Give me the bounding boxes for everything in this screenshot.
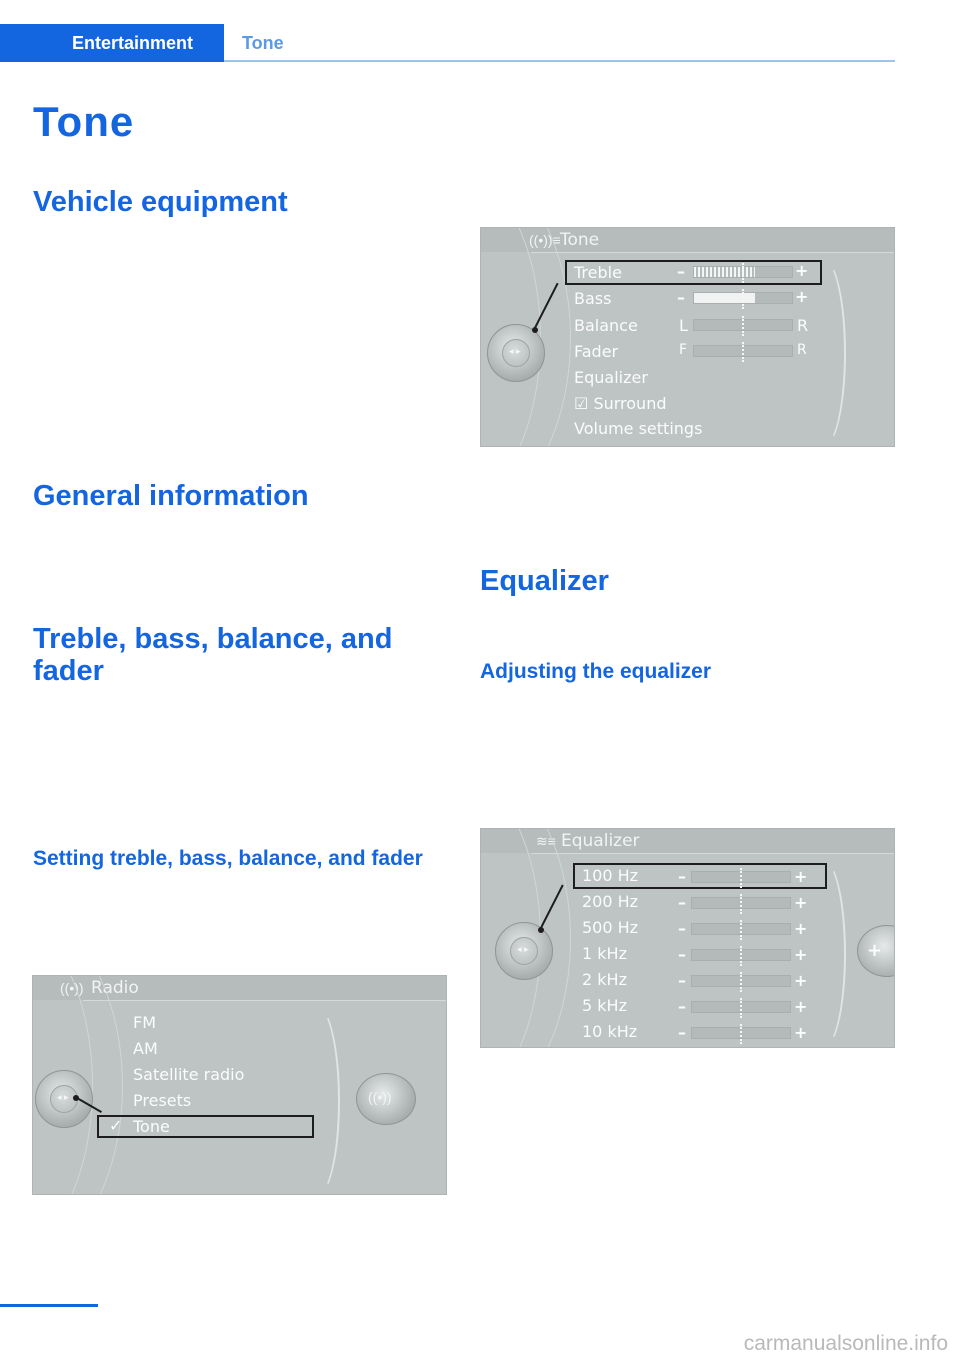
page-header — [0, 24, 895, 62]
antenna-icon: ((•)) — [60, 980, 84, 996]
eq-plus-button[interactable]: + — [794, 867, 808, 886]
tone-row-label[interactable]: Treble — [574, 263, 622, 282]
eq-band-label[interactable]: 200 Hz — [582, 892, 639, 911]
radio-screenshot — [32, 975, 447, 1195]
eq-minus-button[interactable]: – — [678, 971, 686, 990]
eq-band-slider[interactable] — [691, 897, 791, 909]
tone-row-label[interactable]: Bass — [574, 289, 612, 308]
tone-screen-title: Tone — [560, 230, 600, 250]
selection-frame-tone — [97, 1115, 314, 1138]
eq-band-label[interactable]: 5 kHz — [582, 996, 627, 1015]
heading-setting-treble: Setting treble, bass, balance, and fader — [33, 847, 423, 870]
eq-band-slider[interactable] — [691, 1001, 791, 1013]
equalizer-menu-item[interactable]: Equalizer — [574, 368, 648, 387]
fader-slider[interactable] — [693, 345, 793, 357]
radio-menu-item-presets[interactable]: Presets — [133, 1091, 192, 1110]
tone-row-label[interactable]: Balance — [574, 316, 638, 335]
eq-plus-button[interactable]: + — [794, 945, 808, 964]
balance-slider[interactable] — [693, 319, 793, 331]
bass-slider[interactable] — [693, 292, 793, 304]
radio-menu-item-satellite[interactable]: Satellite radio — [133, 1065, 245, 1084]
checkbox-icon: ☑ — [574, 394, 594, 413]
controller-arrows-icon: ◂ ▸ — [517, 944, 529, 954]
radio-screen-title: Radio — [91, 978, 139, 998]
eq-plus-button[interactable]: + — [794, 1023, 808, 1042]
eq-minus-button[interactable]: – — [678, 919, 686, 938]
treble-minus[interactable]: – — [677, 262, 685, 281]
heading-adjusting-equalizer: Adjusting the equalizer — [480, 660, 712, 683]
eq-band-label[interactable]: 10 kHz — [582, 1022, 638, 1041]
treble-slider[interactable] — [693, 266, 793, 278]
equalizer-screenshot — [480, 828, 895, 1048]
radio-menu-item-fm[interactable]: FM — [133, 1013, 157, 1032]
treble-plus[interactable]: + — [795, 261, 809, 280]
eq-minus-button[interactable]: – — [678, 1023, 686, 1042]
eq-plus-button[interactable]: + — [794, 971, 808, 990]
heading-general-information: General information — [33, 480, 309, 512]
eq-plus-button[interactable]: + — [794, 893, 808, 912]
bass-minus[interactable]: – — [677, 288, 685, 307]
eq-band-slider[interactable] — [691, 871, 791, 883]
antenna-side-icon: ((•)) — [368, 1089, 392, 1105]
check-icon: ✓ — [109, 1116, 123, 1135]
equalizer-menu-icon: ≋≡ — [536, 833, 556, 849]
eq-plus-button[interactable]: + — [794, 919, 808, 938]
watermark: carmanualsonline.info — [743, 1332, 948, 1355]
radio-menu-item-am[interactable]: AM — [133, 1039, 158, 1058]
antenna-menu-icon: ((•))≡ — [529, 232, 561, 248]
radio-menu-item-tone[interactable]: Tone — [133, 1117, 170, 1136]
eq-band-slider[interactable] — [691, 1027, 791, 1039]
scroll-arc — [295, 1006, 340, 1195]
balance-left[interactable]: L — [679, 316, 688, 335]
surround-menu-item[interactable]: ☑ Surround — [574, 394, 667, 413]
volume-settings-menu-item[interactable]: Volume settings — [574, 419, 703, 438]
page-title: Tone — [33, 98, 135, 145]
equalizer-screen-title: Equalizer — [561, 831, 640, 851]
heading-treble-bass-balance-fader: Treble, bass, balance, and fader — [33, 623, 393, 687]
tab-entertainment[interactable]: Entertainment — [0, 24, 224, 62]
eq-band-slider[interactable] — [691, 923, 791, 935]
eq-minus-button[interactable]: – — [678, 945, 686, 964]
eq-band-label[interactable]: 2 kHz — [582, 970, 627, 989]
eq-band-slider[interactable] — [691, 975, 791, 987]
balance-right[interactable]: R — [797, 316, 809, 335]
tone-screenshot — [480, 227, 895, 447]
fader-front[interactable]: F — [679, 342, 688, 358]
eq-band-label[interactable]: 500 Hz — [582, 918, 639, 937]
eq-plus-button[interactable]: + — [794, 997, 808, 1016]
eq-minus-button[interactable]: – — [678, 893, 686, 912]
tab-tone[interactable]: Tone — [242, 33, 284, 53]
footer-rule — [0, 1304, 98, 1307]
eq-band-slider[interactable] — [691, 949, 791, 961]
controller-arrows-icon: ◂ ▸ — [509, 346, 521, 356]
bass-plus[interactable]: + — [795, 287, 809, 306]
eq-band-label[interactable]: 100 Hz — [582, 866, 639, 885]
controller-arrows-icon: ◂ ▸ — [57, 1092, 69, 1102]
heading-equalizer: Equalizer — [480, 565, 609, 597]
eq-minus-button[interactable]: – — [678, 867, 686, 886]
fader-rear[interactable]: R — [797, 342, 807, 358]
heading-vehicle-equipment: Vehicle equipment — [33, 186, 288, 218]
eq-minus-button[interactable]: – — [678, 997, 686, 1016]
tone-row-label[interactable]: Fader — [574, 342, 619, 361]
plus-icon: + — [867, 940, 883, 961]
eq-band-label[interactable]: 1 kHz — [582, 944, 627, 963]
